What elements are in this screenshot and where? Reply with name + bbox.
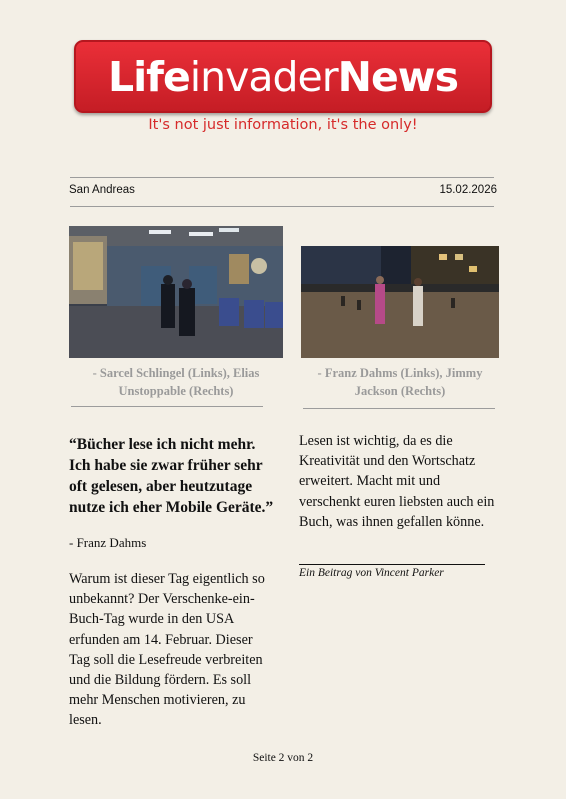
masthead-logo bbox=[76, 48, 490, 106]
logo-word-invader: invader bbox=[189, 53, 338, 101]
article-paragraph-2: Lesen ist wichtig, da es die Kreativität und den Wortschatz erweitert. Macht mit und verschenkt euren liebsten auch ein Buch, was ihnen gefallen könne. bbox=[299, 433, 495, 530]
photo-night-street bbox=[301, 246, 499, 358]
logo-word-life: Life bbox=[107, 53, 190, 101]
dateline-location: San Andreas bbox=[69, 184, 135, 196]
photo-caption-1: - Sarcel Schlingel (Links), Elias Unstoppable (Rechts) bbox=[92, 366, 260, 398]
pull-quote-author: - Franz Dahms bbox=[69, 535, 147, 550]
page-number: Seite 2 von 2 bbox=[252, 752, 314, 764]
caption-rule-1 bbox=[71, 406, 263, 407]
photo-caption-2: - Franz Dahms (Links), Jimmy Jackson (Rechts) bbox=[317, 366, 483, 398]
photo-police-station bbox=[69, 226, 283, 358]
top-rule bbox=[70, 177, 494, 178]
byline-rule bbox=[299, 564, 485, 565]
dateline-date: 15.02.2026 bbox=[439, 184, 497, 196]
dateline-rule bbox=[70, 206, 494, 207]
logo-word-news: News bbox=[337, 53, 459, 101]
caption-rule-2 bbox=[303, 408, 495, 409]
newspaper-masthead bbox=[74, 40, 492, 113]
pull-quote: “Bücher lese ich nicht mehr. Ich habe sie zwar früher sehr oft gelesen, aber heutzutage nutze ich eher Mobile Geräte.” bbox=[69, 436, 274, 516]
article-byline: Ein Beitrag von Vincent Parker bbox=[299, 567, 444, 579]
masthead-tagline: It's not just information, it's the only! bbox=[148, 117, 418, 133]
article-paragraph-1: Warum ist dieser Tag eigentlich so unbekannt? Der Verschenke-ein-Buch-Tag wurde in den USA erfunden am 14. Februar. Dieser Tag soll die Lesefreude verbreiten und die Bildung fördern. Es soll mehr Menschen motivieren, zu lesen. bbox=[69, 571, 265, 729]
